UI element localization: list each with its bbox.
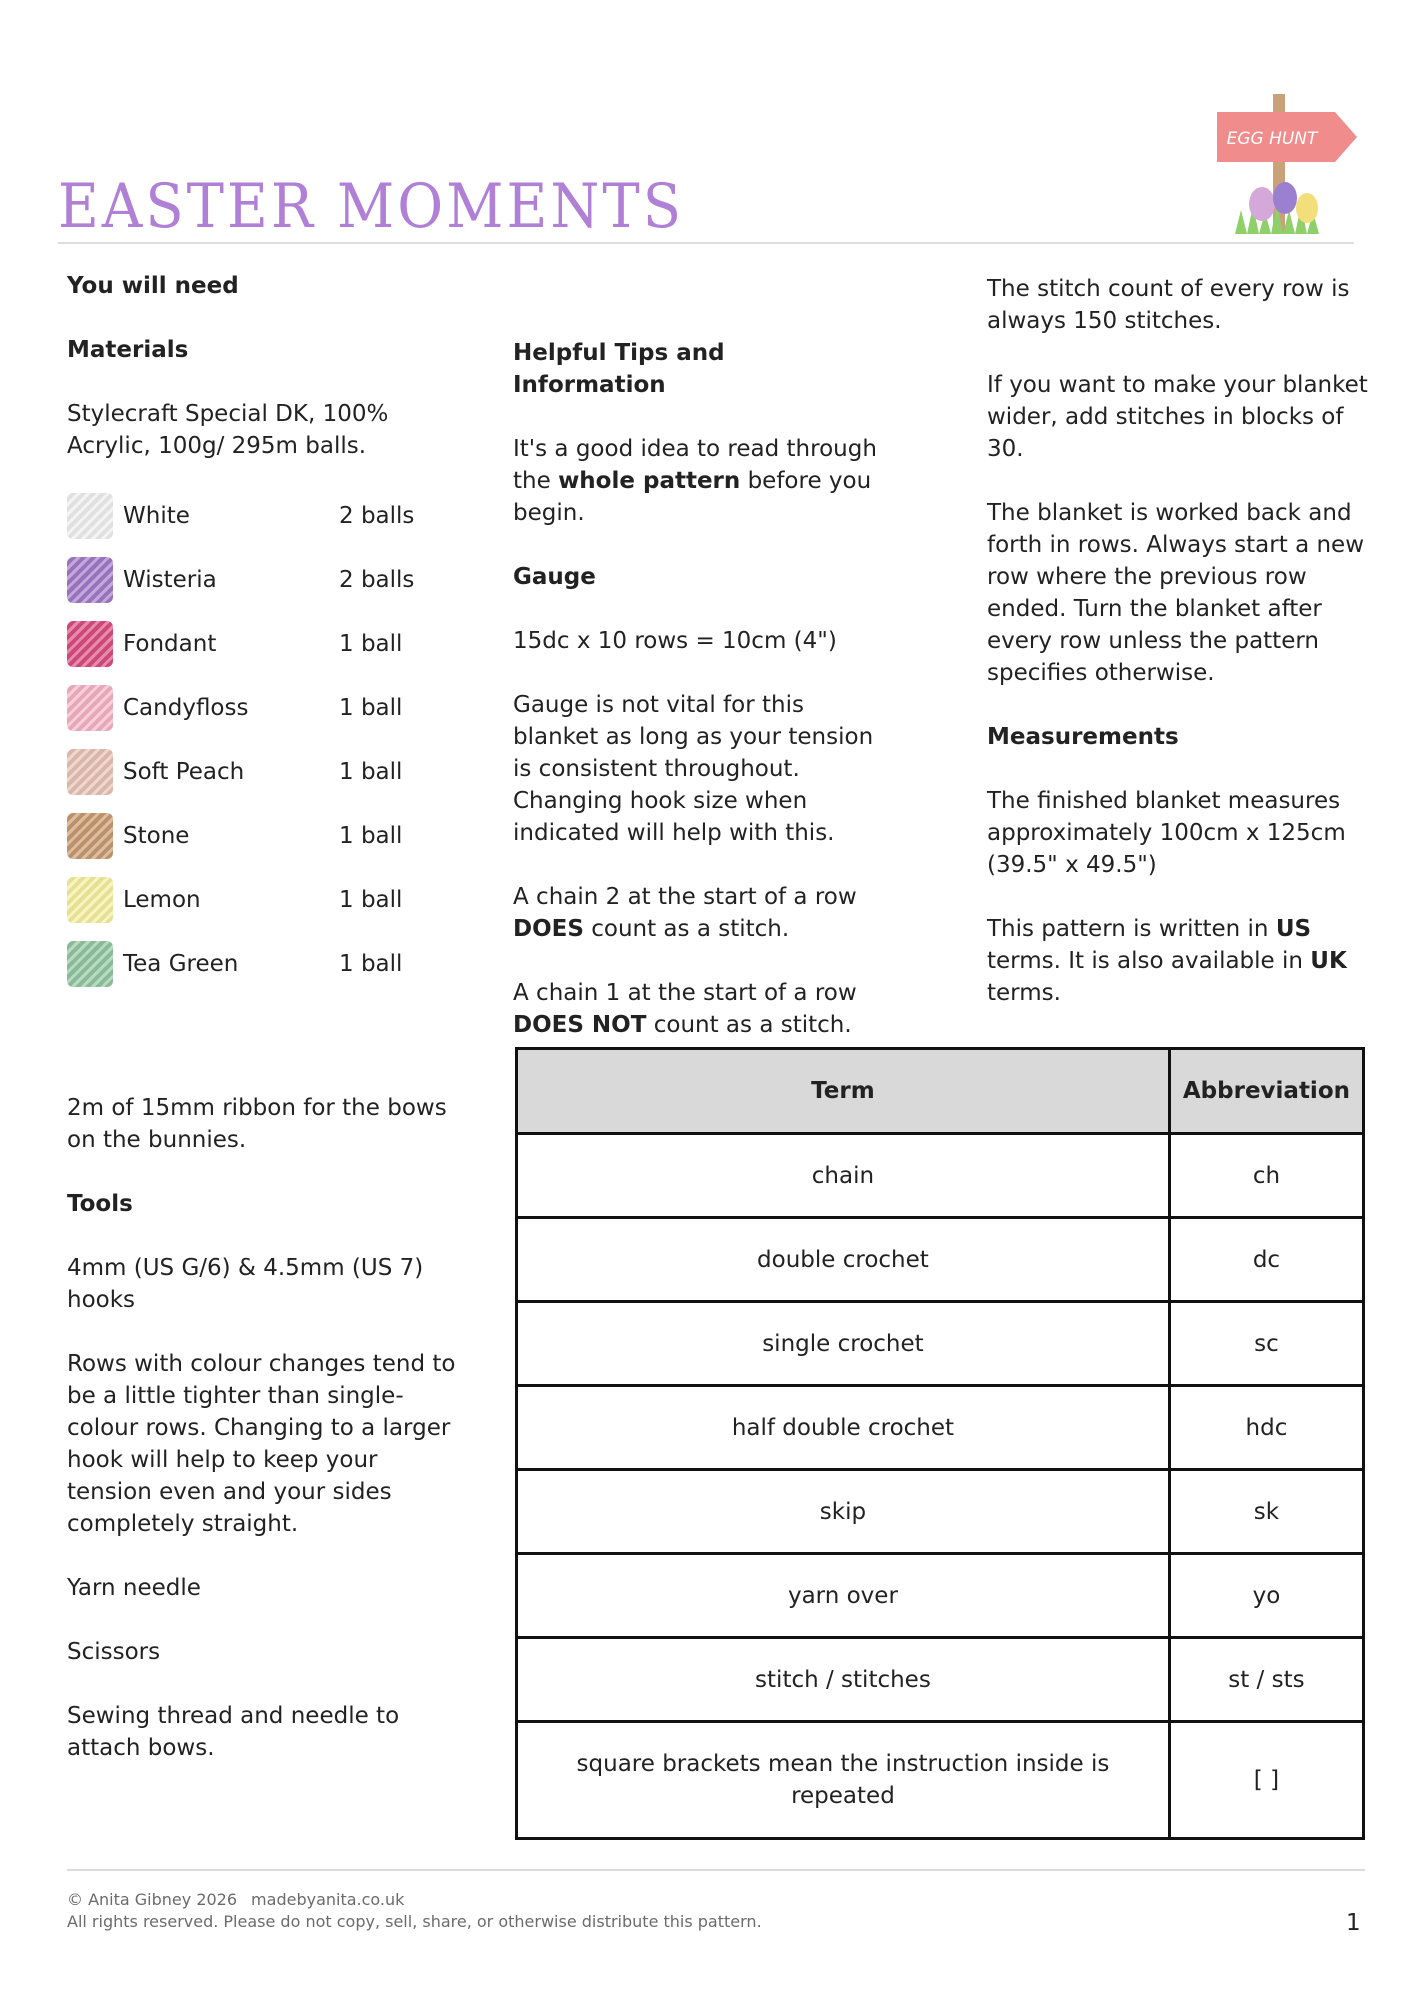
yarn-quantity: 1 ball — [339, 951, 403, 977]
chain2-part: A chain 2 at the start of a row — [513, 884, 857, 910]
table-header-row — [517, 1049, 1364, 1134]
website: madebyanita.co.uk — [251, 1890, 405, 1909]
yarn-swatch — [67, 685, 113, 731]
left-column-lower — [67, 1092, 457, 1796]
yarn-swatch — [67, 621, 113, 667]
yarn-swatch — [67, 493, 113, 539]
read-tip-bold: whole pattern — [558, 468, 741, 494]
term-cell: yarn over — [517, 1554, 1170, 1638]
yarn-item — [67, 932, 457, 996]
yarn-item — [67, 484, 457, 548]
sign-text: EGG HUNT — [1226, 129, 1318, 149]
egg-icon — [1249, 187, 1275, 221]
table-row — [517, 1638, 1364, 1722]
yarn-quantity: 1 ball — [339, 631, 403, 657]
chain1-bold: DOES NOT — [513, 1012, 647, 1038]
term-cell: stitch / stitches — [517, 1638, 1170, 1722]
table-row — [517, 1554, 1364, 1638]
yarn-name: Soft Peach — [123, 759, 245, 785]
term-cell: chain — [517, 1134, 1170, 1218]
abbreviations-table — [515, 1047, 1365, 1840]
yarn-quantity: 1 ball — [339, 887, 403, 913]
table-row — [517, 1470, 1364, 1554]
yarn-item — [67, 612, 457, 676]
scissors: Scissors — [67, 1639, 161, 1665]
left-column — [67, 270, 457, 996]
page-number: 1 — [1346, 1910, 1361, 1936]
chain2-part: count as a stitch. — [583, 916, 790, 942]
yarn-name: Candyfloss — [123, 695, 249, 721]
column-header-term: Term — [517, 1049, 1170, 1134]
yarn-name: White — [123, 503, 190, 529]
you-will-need-heading: You will need — [67, 273, 239, 299]
tools-heading: Tools — [67, 1191, 133, 1217]
rights-notice: All rights reserved. Please do not copy, sell, share, or otherwise distribute this pattern. — [67, 1912, 762, 1931]
chain2-bold: DOES — [513, 916, 584, 942]
egg-icon — [1296, 193, 1318, 223]
chain1-part: count as a stitch. — [646, 1012, 852, 1038]
table-row — [517, 1722, 1364, 1839]
table-row — [517, 1218, 1364, 1302]
term-cell: skip — [517, 1470, 1170, 1554]
abbreviation-cell: sc — [1169, 1302, 1363, 1386]
abbreviation-cell: [ ] — [1169, 1722, 1363, 1839]
middle-column — [513, 337, 883, 1073]
tips-heading: Helpful Tips and Information — [513, 340, 725, 398]
sewing-thread: Sewing thread and needle to attach bows. — [67, 1703, 400, 1761]
yarn-quantity: 1 ball — [339, 759, 403, 785]
abbreviation-cell: st / sts — [1169, 1638, 1363, 1722]
materials-heading: Materials — [67, 337, 189, 363]
ribbon-text: 2m of 15mm ribbon for the bows on the bunnies. — [67, 1095, 447, 1153]
yarn-item — [67, 676, 457, 740]
worked-note: The blanket is worked back and forth in rows. Always start a new row where the previous row ended. Turn the blanket after every row unless the pattern specifies otherwise. — [987, 500, 1365, 686]
gauge-heading: Gauge — [513, 564, 596, 590]
terms-uk: UK — [1310, 948, 1347, 974]
footer-rule — [67, 1869, 1365, 1871]
abbreviation-cell: dc — [1169, 1218, 1363, 1302]
hooks-text: 4mm (US G/6) & 4.5mm (US 7) hooks — [67, 1255, 424, 1313]
yarn-swatch — [67, 877, 113, 923]
copyright: © Anita Gibney 2026 — [67, 1890, 238, 1909]
footer-line-1 — [67, 1889, 762, 1911]
terms-part: This pattern is written in — [987, 916, 1276, 942]
yarn-quantity: 1 ball — [339, 695, 403, 721]
table-row — [517, 1302, 1364, 1386]
terms-part: terms. — [987, 980, 1061, 1006]
chain1-note — [513, 977, 883, 1041]
rows-note: Rows with colour changes tend to be a little tighter than single-colour rows. Changing to a larger hook will help to keep your tension even and your sides completely straight. — [67, 1351, 456, 1537]
yarn-item — [67, 868, 457, 932]
yarn-quantity: 2 balls — [339, 503, 415, 529]
term-cell: half double crochet — [517, 1386, 1170, 1470]
gauge-note: Gauge is not vital for this blanket as long as your tension is consistent throughout. Changing hook size when indicated will help with this. — [513, 692, 874, 846]
yarn-name: Fondant — [123, 631, 217, 657]
terms-us: US — [1275, 916, 1312, 942]
chain2-note — [513, 881, 883, 945]
yarn-item — [67, 548, 457, 612]
footer — [67, 1889, 762, 1933]
measurements-heading: Measurements — [987, 724, 1179, 750]
yarn-quantity: 1 ball — [339, 823, 403, 849]
page-title: EASTER MOMENTS — [58, 172, 685, 243]
right-column — [987, 273, 1372, 1041]
read-pattern-tip — [513, 433, 883, 529]
terms-note — [987, 913, 1372, 1009]
yarn-list — [67, 484, 457, 996]
measurements-text: The finished blanket measures approximately 100cm x 125cm (39.5" x 49.5") — [987, 788, 1346, 878]
gauge-value: 15dc x 10 rows = 10cm (4") — [513, 628, 837, 654]
stitch-count-note: The stitch count of every row is always 150 stitches. — [987, 276, 1350, 334]
term-cell: single crochet — [517, 1302, 1170, 1386]
yarn-quantity: 2 balls — [339, 567, 415, 593]
read-tip-part: before you begin. — [513, 468, 872, 526]
yarn-swatch — [67, 941, 113, 987]
terms-part: terms. It is also available in — [987, 948, 1311, 974]
yarn-item — [67, 740, 457, 804]
abbreviation-cell: hdc — [1169, 1386, 1363, 1470]
read-tip-part: It's a good idea to read through the — [513, 436, 877, 494]
column-header-abbreviation: Abbreviation — [1169, 1049, 1363, 1134]
term-cell: double crochet — [517, 1218, 1170, 1302]
abbreviation-cell: yo — [1169, 1554, 1363, 1638]
table-row — [517, 1386, 1364, 1470]
yarn-name: Wisteria — [123, 567, 217, 593]
yarn-item — [67, 804, 457, 868]
yarn-name: Stone — [123, 823, 190, 849]
yarn-description: Stylecraft Special DK, 100% Acrylic, 100g/ 295m balls. — [67, 401, 389, 459]
egg-icon — [1273, 182, 1297, 214]
yarn-name: Tea Green — [123, 951, 239, 977]
yarn-name: Lemon — [123, 887, 201, 913]
yarn-needle: Yarn needle — [67, 1575, 201, 1601]
egg-hunt-sign — [1205, 92, 1365, 242]
header-rule — [58, 242, 1354, 244]
yarn-swatch — [67, 813, 113, 859]
yarn-swatch — [67, 557, 113, 603]
term-cell: square brackets mean the instruction inside is repeated — [517, 1722, 1170, 1839]
chain1-part: A chain 1 at the start of a row — [513, 980, 857, 1006]
table-row — [517, 1134, 1364, 1218]
abbreviation-cell: sk — [1169, 1470, 1363, 1554]
yarn-swatch — [67, 749, 113, 795]
wider-note: If you want to make your blanket wider, add stitches in blocks of 30. — [987, 372, 1368, 462]
abbreviation-cell: ch — [1169, 1134, 1363, 1218]
